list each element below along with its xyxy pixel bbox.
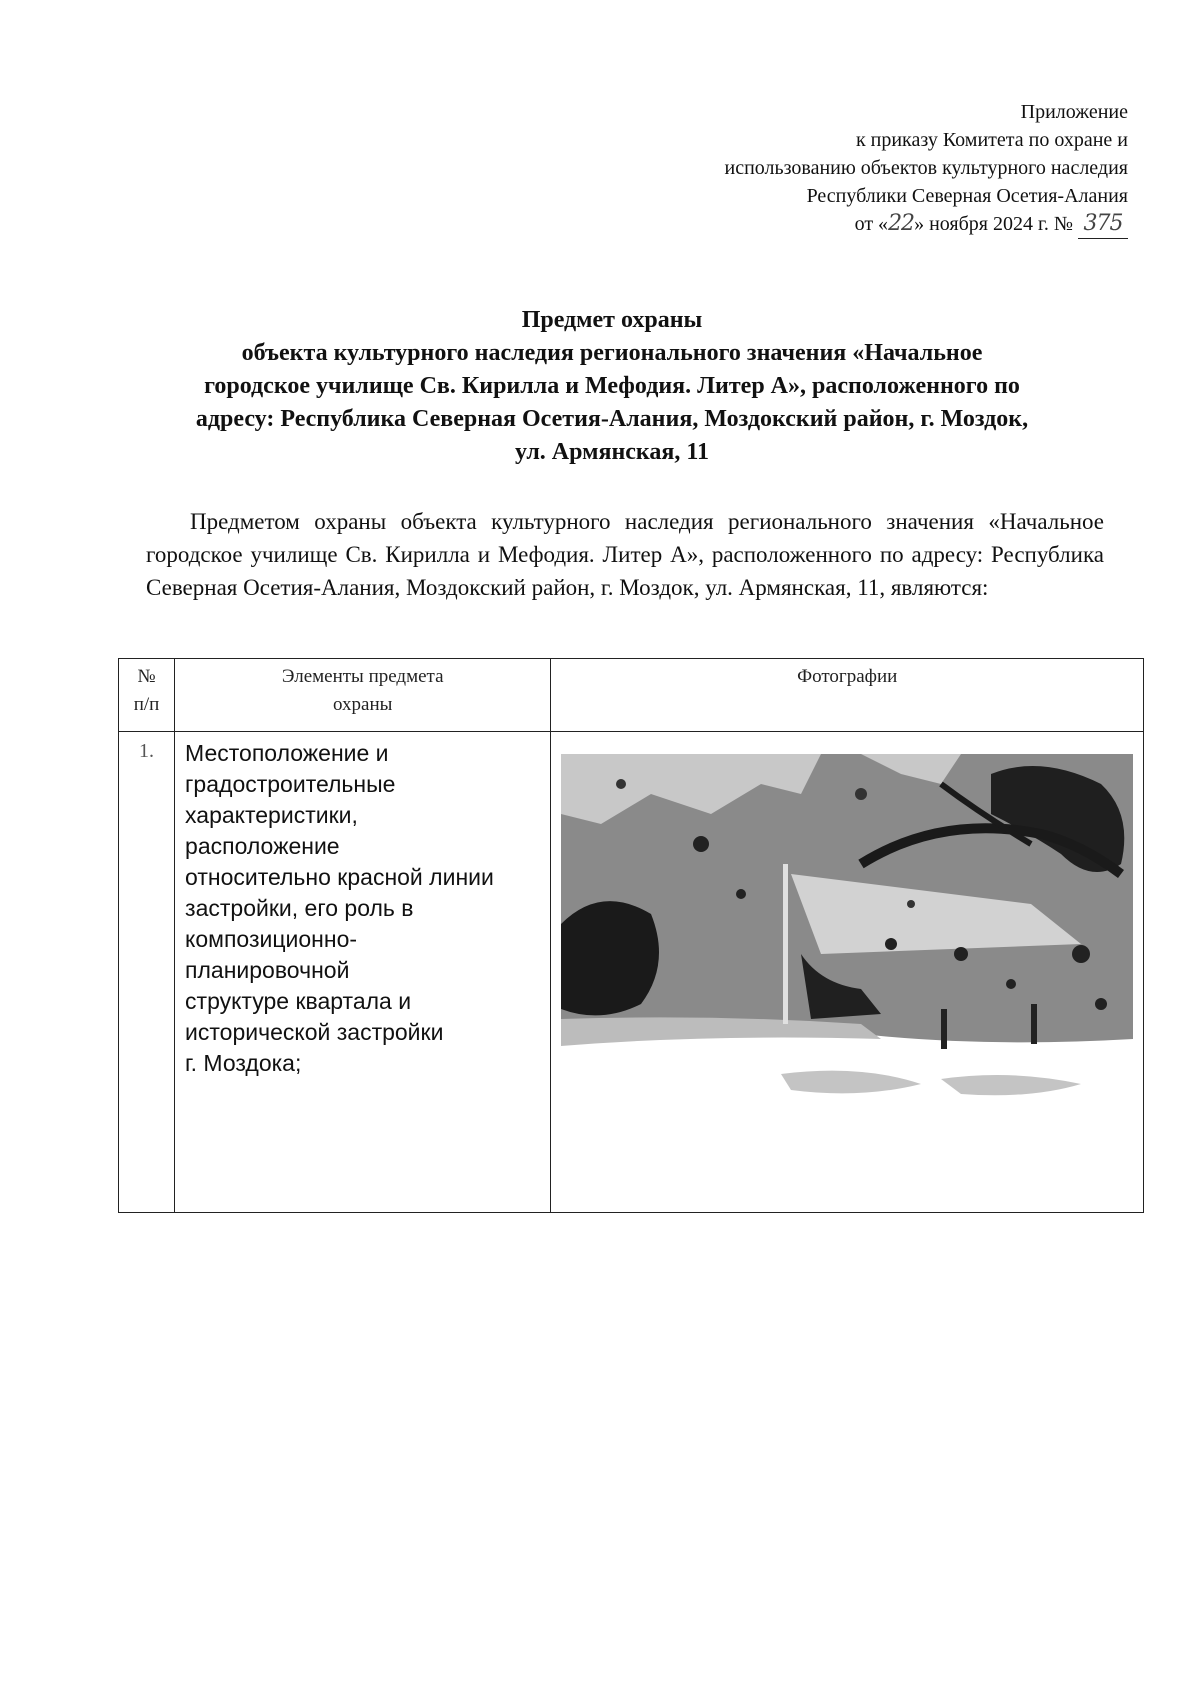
appendix-line: Приложение — [1020, 101, 1128, 123]
order-number: 375 — [1078, 210, 1128, 239]
title-line: ул. Армянская, 11 — [514, 439, 710, 465]
appendix-header — [725, 98, 1129, 239]
protection-table — [118, 658, 1144, 1213]
element-line: характеристики, — [185, 802, 358, 828]
appendix-date-line — [725, 210, 1129, 239]
element-line: застройки, его роль в — [185, 895, 414, 921]
document-title — [120, 304, 1104, 469]
appendix-line: к приказу Комитета по охране и — [855, 129, 1128, 151]
date-suffix: » ноября 2024 г. № — [914, 213, 1073, 235]
table-header-row — [119, 659, 1144, 732]
header-num-line2: п/п — [133, 694, 160, 715]
date-prefix: от « — [854, 213, 889, 235]
building-photo — [561, 754, 1133, 1110]
row-elements — [175, 732, 551, 1213]
appendix-line: использованию объектов культурного наследия — [724, 157, 1128, 179]
element-line: расположение — [185, 833, 340, 859]
element-line: Местоположение и — [185, 740, 389, 766]
title-line: городское училище Св. Кирилла и Мефодия. Литер А», расположенного по — [204, 373, 1020, 399]
element-line: планировочной — [185, 957, 350, 983]
title-line: объекта культурного наследия регионального значения «Начальное — [241, 340, 983, 366]
header-elements-line1: Элементы предмета — [281, 666, 444, 687]
header-elements — [175, 659, 551, 732]
title-line: Предмет охраны — [521, 307, 703, 333]
element-line: композиционно- — [185, 926, 358, 952]
header-elements-line2: охраны — [333, 694, 393, 715]
date-day: 22 — [888, 211, 915, 236]
appendix-line: Республики Северная Осетия-Алания — [806, 185, 1128, 207]
table-row — [119, 732, 1144, 1213]
element-line: структуре квартала и — [185, 988, 412, 1014]
element-line: исторической застройки — [185, 1019, 444, 1045]
element-line: относительно красной линии — [185, 864, 494, 890]
title-line: адресу: Республика Северная Осетия-Алания, Моздокский район, г. Моздок, — [195, 406, 1029, 432]
header-photos: Фотографии — [551, 659, 1144, 732]
element-line: г. Моздока; — [185, 1050, 302, 1076]
row-number: 1. — [119, 732, 175, 1213]
element-line: градостроительные — [185, 771, 396, 797]
header-num-line1: № — [137, 666, 156, 687]
row-photos — [551, 732, 1144, 1213]
header-num — [119, 659, 175, 732]
intro-paragraph: Предметом охраны объекта культурного наследия регионального значения «Начальное городское училище Св. Кирилла и Мефодия. Литер А», расположенного по адресу: Республика Северная Осетия-Алания, Моздокский район, г. Моздок, ул. Армянская, 11, являются: — [146, 509, 1104, 600]
